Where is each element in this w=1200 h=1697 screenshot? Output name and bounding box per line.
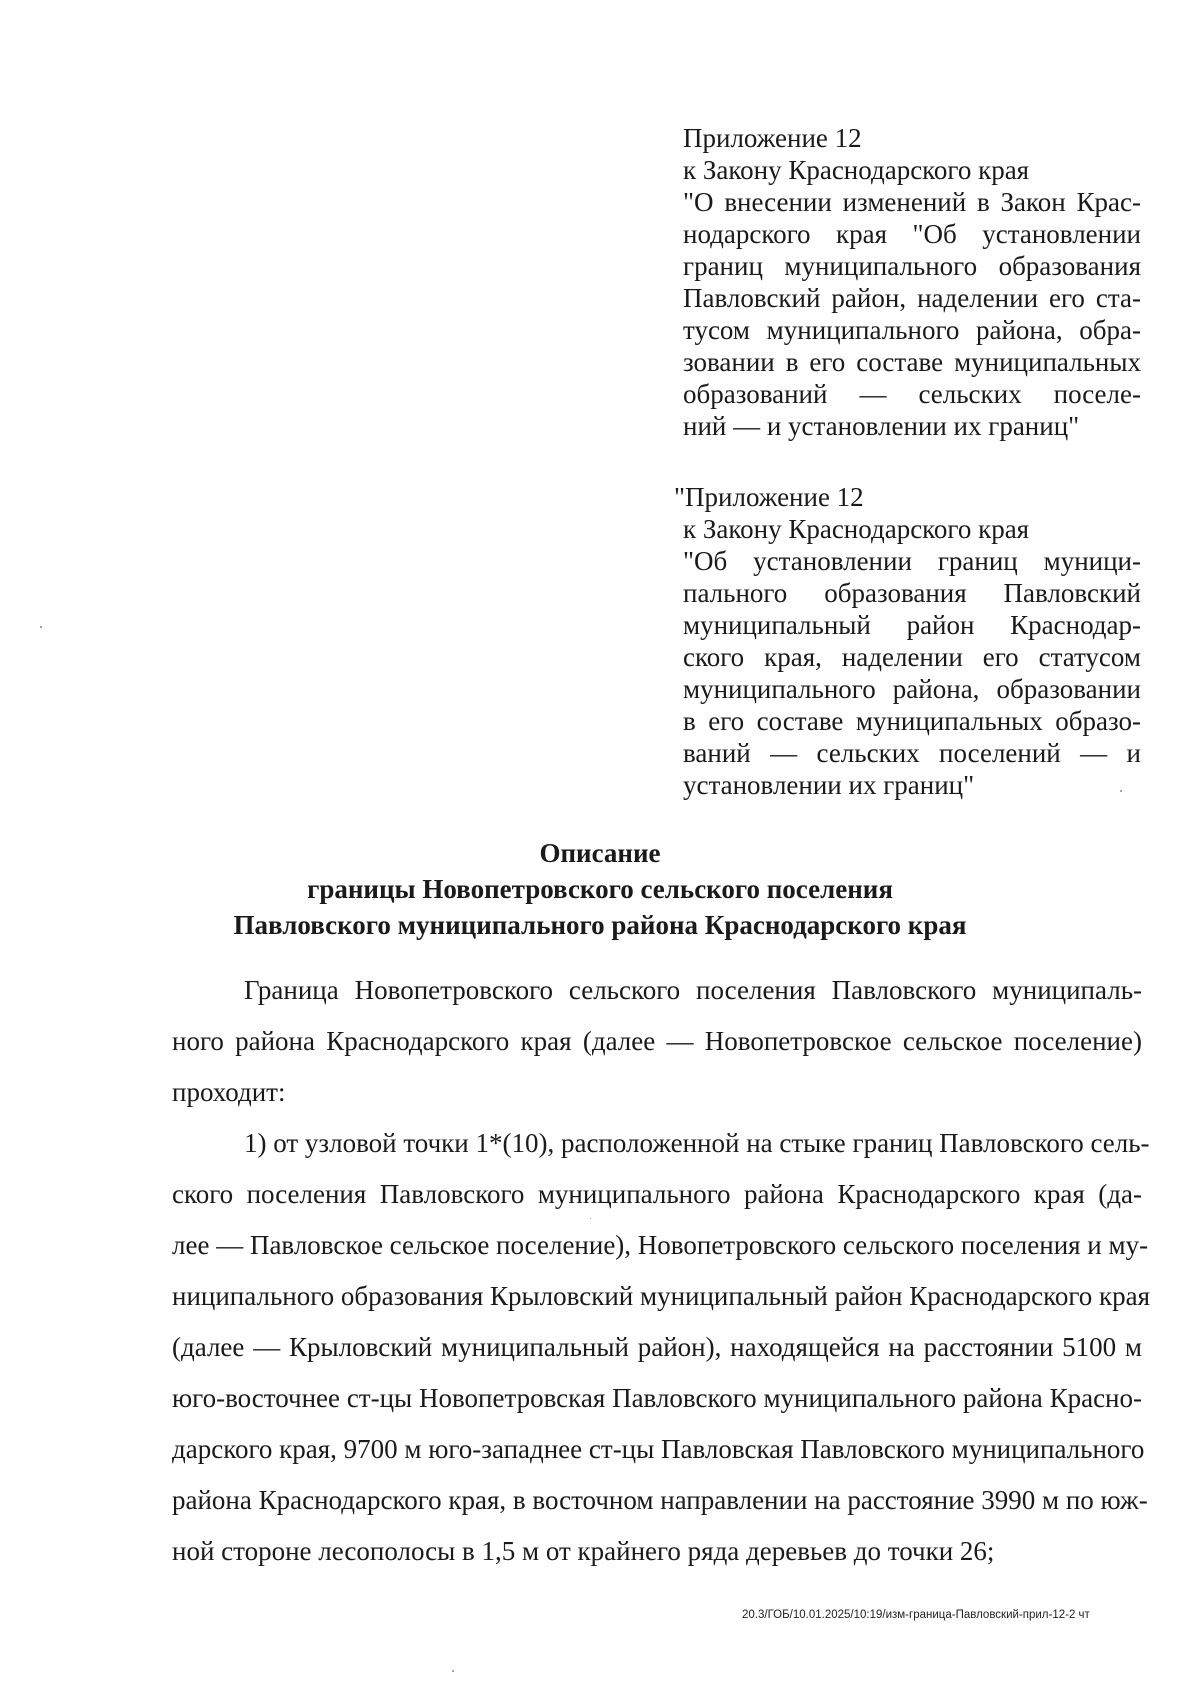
quoted-appendix-line: пального образования Павловский	[683, 578, 1141, 608]
quoted-appendix-line: муниципальный район Краснодар-	[683, 610, 1141, 640]
paragraph-line: 1) от узловой точки 1*(10), расположенной на стыке границ Павловского сель-	[244, 1128, 1150, 1158]
appendix-line: тусом муниципального района, обра-	[683, 315, 1141, 345]
quoted-appendix-line: муниципального района, образовании	[683, 674, 1141, 704]
appendix-line: зовании в его составе муниципальных	[683, 347, 1141, 377]
quoted-appendix-line: ваний — сельских поселений — и	[683, 738, 1141, 768]
document-subtitle: Павловского муниципального района Краснодарского края	[233, 910, 967, 940]
document-footer-reference: 20.3/ГОБ/10.01.2025/10:19/изм-граница-Павловский-прил-12-2 чт	[742, 1609, 1090, 1621]
appendix-line: образований — сельских поселе-	[683, 379, 1141, 409]
appendix-line: Павловский район, наделении его ста-	[683, 283, 1141, 313]
paragraph-line: юго-восточнее ст-цы Новопетровская Павловского муниципального района Красно-	[172, 1383, 1142, 1413]
scan-speck	[40, 626, 42, 628]
paragraph-line: ского поселения Павловского муниципального района Краснодарского края (да-	[172, 1179, 1142, 1209]
paragraph-line: ниципального образования Крыловский муниципальный район Краснодарского края	[172, 1281, 1151, 1311]
quoted-appendix-line: к Закону Краснодарского края	[683, 514, 1030, 544]
paragraph-line: Граница Новопетровского сельского поселения Павловского муниципаль-	[244, 975, 1142, 1005]
document-subtitle: границы Новопетровского сельского поселения	[307, 874, 893, 904]
scan-speck	[452, 1670, 454, 1672]
paragraph-line: района Краснодарского края, в восточном направлении на расстояние 3990 м по юж-	[172, 1485, 1148, 1515]
appendix-line: Приложение 12	[683, 123, 862, 153]
quoted-appendix-line: ского края, наделении его статусом	[683, 642, 1141, 672]
paragraph-line: лее — Павловское сельское поселение), Новопетровского сельского поселения и му-	[172, 1230, 1149, 1260]
quoted-appendix-line: в его составе муниципальных образо-	[683, 706, 1141, 736]
quoted-appendix-line: "Приложение 12	[674, 482, 864, 512]
paragraph-line: ной стороне лесополосы в 1,5 м от крайнего ряда деревьев до точки 26;	[172, 1536, 995, 1566]
appendix-line: к Закону Краснодарского края	[683, 155, 1030, 185]
scan-speck	[590, 1218, 591, 1219]
appendix-line: "О внесении изменений в Закон Крас-	[683, 187, 1141, 217]
appendix-line: ний — и установлении их границ"	[683, 411, 1080, 441]
paragraph-line: проходит:	[172, 1077, 286, 1107]
scan-speck	[1120, 790, 1122, 792]
appendix-line: нодарского края "Об установлении	[683, 219, 1141, 249]
paragraph-line: дарского края, 9700 м юго-западнее ст-цы Павловская Павловского муниципального	[172, 1434, 1145, 1464]
quoted-appendix-line: "Об установлении границ муници-	[683, 546, 1141, 576]
document-title: Описание	[539, 838, 661, 868]
paragraph-line: (далее — Крыловский муниципальный район), находящейся на расстоянии 5100 м	[172, 1332, 1142, 1362]
quoted-appendix-line: установлении их границ"	[683, 770, 975, 800]
paragraph-line: ного района Краснодарского края (далее — Новопетровское сельское поселение)	[172, 1026, 1142, 1056]
appendix-line: границ муниципального образования	[683, 251, 1141, 281]
